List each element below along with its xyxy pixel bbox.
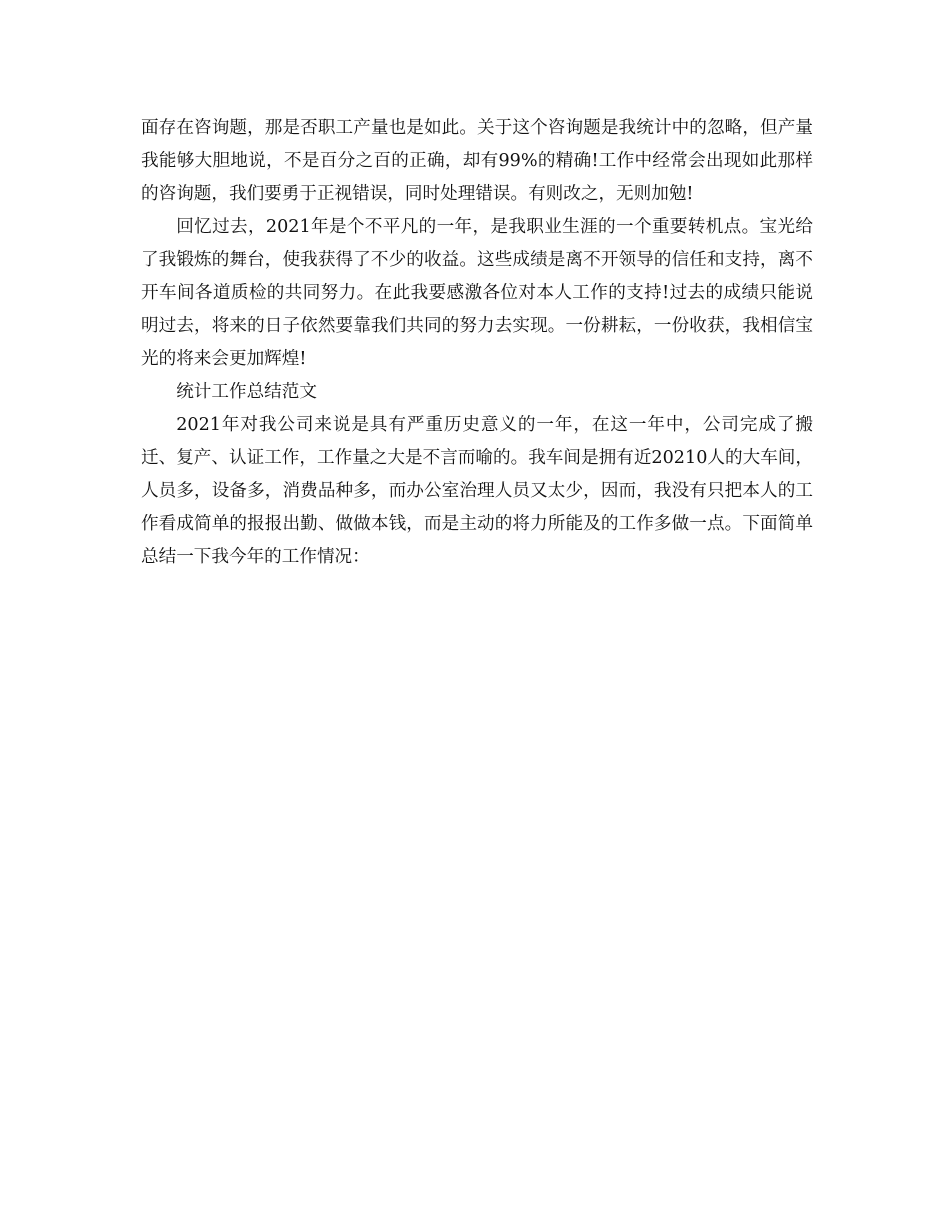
paragraph-review: 回忆过去，2021年是个不平凡的一年，是我职业生涯的一个重要转机点。宝光给了我锻炼的舞台，使我获得了不少的收益。这些成绩是离不开领导的信任和支持，离不开车间各道质检的共同努力。在此我要感激各位对本人工作的支持!过去的成绩只能说明过去，将来的日子依然要靠我们共同的努力去实现。一份耕耘，一份收获，我相信宝光的将来会更加辉煌! (141, 217, 813, 369)
document-body (141, 112, 813, 574)
paragraph-continuation: 面存在咨询题，那是否职工产量也是如此。关于这个咨询题是我统计中的忽略，但产量我能够大胆地说，不是百分之百的正确，却有99%的精确!工作中经常会出现如此那样的咨询题，我们要勇于正视错误，同时处理错误。有则改之，无则加勉! (141, 118, 813, 204)
paragraph-summary: 2021年对我公司来说是具有严重历史意义的一年，在这一年中，公司完成了搬迁、复产、认证工作，工作量之大是不言而喻的。我车间是拥有近20210人的大车间，人员多，设备多，消费品种多，而办公室治理人员又太少，因而，我没有只把本人的工作看成简单的报报出勤、做做本钱，而是主动的将力所能及的工作多做一点。下面简单总结一下我今年的工作情况： (141, 415, 813, 567)
section-heading: 统计工作总结范文 (176, 382, 317, 402)
